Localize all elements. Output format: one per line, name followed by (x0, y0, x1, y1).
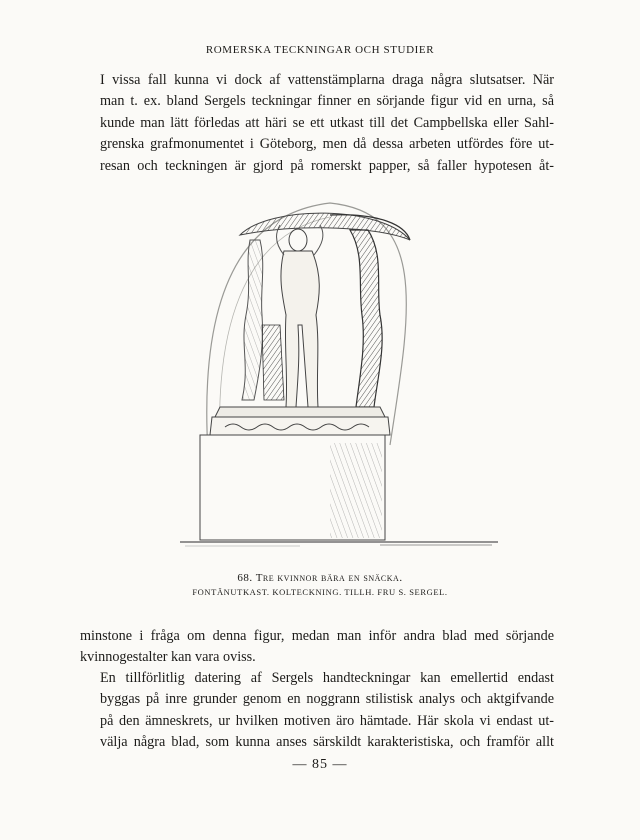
figure-caption: 68. Tre kvinnor bära en snäcka. (237, 572, 403, 584)
text-line: man t. ex. bland Sergels teckningar finner en sörjande figur vid en urna, så (100, 93, 554, 110)
text-line: resan och teckningen är gjord på romerskt papper, så faller hypotesen åt- (100, 157, 554, 174)
text-line: minstone i fråga om denna figur, medan man inför andra blad med sörjande (80, 628, 554, 644)
page-number: — 85 — (292, 757, 348, 772)
fountain-sketch-illustration (180, 195, 500, 555)
text-line: En tillförlitlig datering af Sergels handteckningar kan emellertid endast (100, 670, 554, 686)
text-line: byggas på inre grunder genom en noggrann stilistisk analys och aktgifvande (100, 691, 554, 708)
text-line: på den ämneskrets, ur hvilken motiven äro hämtade. Här skola vi endast ut- (100, 712, 554, 729)
text-line: grenska grafmonumentet i Göteborg, men då dessa arbeten utfördes före ut- (100, 136, 554, 153)
text-line: I vissa fall kunna vi dock af vattenstämplarna draga några slutsatser. När (100, 72, 554, 88)
fountain-sketch-figure (180, 195, 500, 555)
paragraph-2 (80, 626, 554, 669)
text-line: välja några blad, som kunna anses särskildt karakteristiska, och framför allt (100, 734, 554, 751)
running-head: ROMERSKA TECKNINGAR OCH STUDIER (205, 44, 435, 56)
text-line: kunde man lätt förledas att häri se ett utkast till det Campbellska eller Sahl- (100, 114, 554, 131)
paragraph-3 (80, 668, 554, 754)
text-line: kvinnogestalter kan vara oviss. (80, 649, 256, 666)
paragraph-1 (80, 70, 554, 177)
figure-caption-details: FONTÄNUTKAST. KOLTECKNING. TILLH. FRU S. SERGEL. (192, 587, 448, 597)
